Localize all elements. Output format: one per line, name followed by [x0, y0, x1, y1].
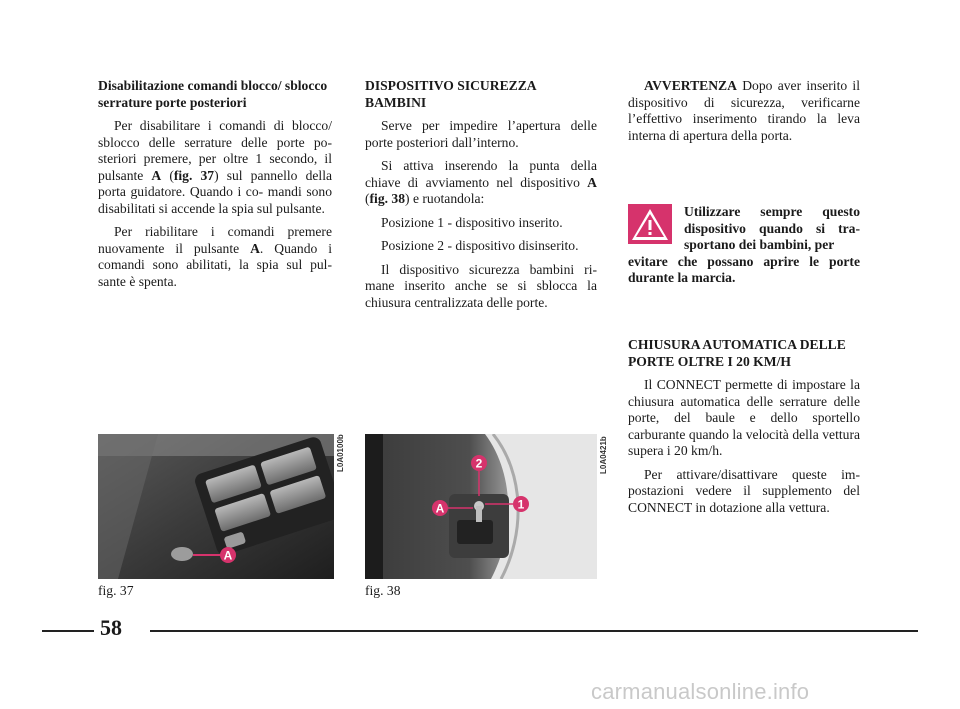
heading-disable-rear-locks: Disabilitazione comandi blocco/ sblocco serrature porte posteriori	[98, 78, 328, 110]
warning-triangle-icon	[628, 204, 672, 244]
paragraph-position-2: Posizione 2 - dispositivo disinserito.	[381, 238, 579, 253]
paragraph-activate: Si attiva inserendo la punta della chiave di avviamento nel dispositivo A (fig. 38) e ruotandola:	[365, 158, 597, 206]
paragraph-purpose: Serve per impedire l’apertura delle porte posteriori dall’interno.	[365, 118, 597, 150]
paragraph-reenable: Per riabilitare i comandi premere nuovamente il pulsante A. Quando i comandi sono abilitati, la spia sul pul- sante è spenta.	[98, 224, 332, 289]
heading-auto-lock: CHIUSURA AUTOMATICA DELLE PORTE OLTRE I 20 KM/H	[628, 337, 846, 369]
paragraph-connect: Il CONNECT permette di impostare la chiusura automatica delle serrature delle porte, del baule e dello sportello carburante quando la velocità della vettura supera i 20 km/h.	[628, 377, 860, 458]
note-label: AVVERTENZA	[644, 78, 737, 93]
column-2	[365, 78, 597, 318]
paragraph-position-1: Posizione 1 - dispositivo inserito.	[381, 214, 563, 230]
page-number: 58	[100, 615, 122, 640]
auto-lock-section	[628, 337, 860, 523]
figure-37-door-switch-panel	[98, 434, 334, 579]
fig38-label-2: 2	[475, 456, 483, 471]
door-panel-illustration	[98, 434, 334, 579]
note-avvertenza: AVVERTENZA Dopo aver inserito il dispositivo di sicurezza, verificarne l’effettivo inserimento tirando la leva interna di apertura della porta.	[628, 78, 860, 143]
fig37-code: L0A0100b	[336, 434, 345, 472]
fig37-caption: fig. 37	[98, 583, 134, 598]
heading-child-safety: DISPOSITIVO SICUREZZA BAMBINI	[365, 78, 536, 110]
column-3	[628, 78, 860, 151]
figure-38-child-lock	[365, 434, 597, 579]
footer-rule-right	[150, 630, 918, 632]
paragraph-connect-toggle: Per attivare/disattivare queste im- postazioni vedere il supplemento del CONNECT in dotazione alla vettura.	[628, 466, 860, 515]
child-lock-illustration	[365, 434, 597, 579]
warning-text-indented: Utilizzare sempre questo dispositivo quando si tra- sportano dei bambini, per	[684, 204, 860, 252]
paragraph-remains: Il dispositivo sicurezza bambini ri- mane inserito anche se si sblocca la chiusura centralizzata delle porte.	[365, 261, 597, 310]
fig38-code: L0A0421b	[599, 436, 608, 474]
fig37-label-a: A	[223, 548, 233, 563]
footer-rule-left	[42, 630, 94, 632]
warning-text-rest: evitare che possano aprire le porte durante la marcia.	[628, 253, 860, 285]
column-1	[98, 78, 332, 297]
fig38-caption: fig. 38	[365, 583, 401, 598]
fig38-label-1: 1	[517, 497, 525, 512]
fig38-label-a: A	[435, 501, 445, 516]
watermark: carmanualsonline.info	[591, 679, 810, 704]
warning-block	[628, 204, 860, 287]
paragraph-disable: Per disabilitare i comandi di blocco/ sblocco delle serrature delle porte po- steriori premere, per oltre 1 secondo, il pulsante A (fig. 37) sul pannello della porta guidatore. Quando i co- mandi sono disabilitati si accende la spia sul pulsante.	[98, 118, 332, 216]
